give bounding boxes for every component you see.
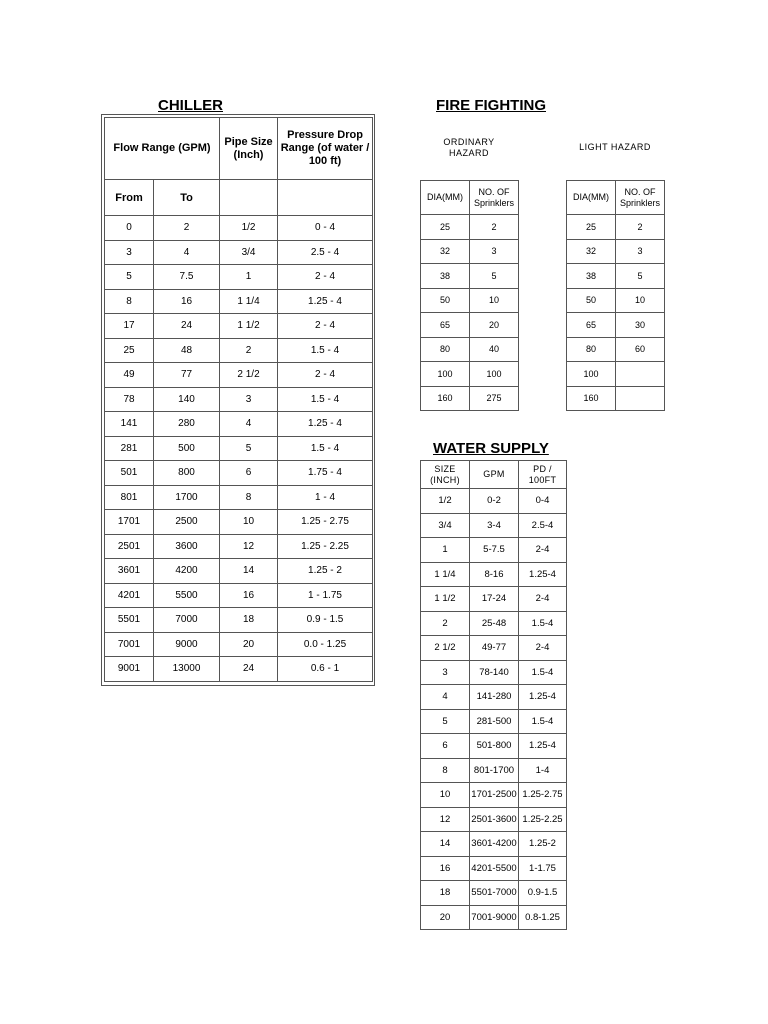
table-row	[421, 562, 567, 587]
table-cell: 1	[421, 538, 470, 563]
table-row	[567, 264, 665, 289]
table-cell: 3601	[105, 559, 154, 584]
table-cell: 2	[154, 216, 220, 241]
table-row	[105, 387, 373, 412]
table-cell: 1 1/2	[421, 587, 470, 612]
table-row	[421, 783, 567, 808]
table-cell: 38	[421, 264, 470, 289]
table-cell: 3/4	[220, 240, 278, 265]
pipe-size-header: Pipe Size (Inch)	[220, 118, 278, 180]
table-row	[421, 386, 519, 411]
table-cell: 2501-3600	[470, 807, 519, 832]
to-header: To	[154, 180, 220, 216]
table-row	[421, 337, 519, 362]
table-cell: 3/4	[421, 513, 470, 538]
table-cell: 20	[470, 313, 519, 338]
table-row	[421, 513, 567, 538]
table-row	[421, 288, 519, 313]
table-row	[567, 362, 665, 387]
table-cell: 3	[105, 240, 154, 265]
table-cell: 800	[154, 461, 220, 486]
table-cell: 0.9 - 1.5	[278, 608, 373, 633]
table-row	[567, 288, 665, 313]
table-row	[421, 807, 567, 832]
table-cell: 25	[421, 215, 470, 240]
table-cell: 1700	[154, 485, 220, 510]
table-cell: 1.5-4	[519, 611, 567, 636]
table-cell: 40	[470, 337, 519, 362]
table-row	[567, 337, 665, 362]
table-cell: 3	[470, 239, 519, 264]
table-cell: 2-4	[519, 587, 567, 612]
table-cell: 25-48	[470, 611, 519, 636]
table-cell: 25	[105, 338, 154, 363]
table-row	[105, 216, 373, 241]
table-cell: 1 1/2	[220, 314, 278, 339]
table-cell: 80	[421, 337, 470, 362]
ordinary-hazard-table	[420, 180, 519, 411]
table-cell: 0.6 - 1	[278, 657, 373, 682]
table-cell: 141	[105, 412, 154, 437]
table-cell: 1/2	[220, 216, 278, 241]
table-row	[421, 215, 519, 240]
table-cell: 7.5	[154, 265, 220, 290]
table-cell: 2501	[105, 534, 154, 559]
table-cell: 14	[220, 559, 278, 584]
table-row	[421, 881, 567, 906]
table-cell: 1 - 1.75	[278, 583, 373, 608]
table-cell: 60	[616, 337, 665, 362]
table-cell: 1 1/4	[220, 289, 278, 314]
chiller-title: CHILLER	[158, 97, 223, 114]
table-cell: 2	[220, 338, 278, 363]
table-cell: 2	[421, 611, 470, 636]
table-cell: 2 1/2	[421, 636, 470, 661]
table-cell: 3-4	[470, 513, 519, 538]
table-cell: 12	[220, 534, 278, 559]
table-cell: 18	[421, 881, 470, 906]
table-cell: 1.25-2	[519, 832, 567, 857]
table-cell: 1701-2500	[470, 783, 519, 808]
table-cell: 48	[154, 338, 220, 363]
table-cell: 0-2	[470, 489, 519, 514]
dia-header: DIA(MM)	[421, 181, 470, 215]
table-cell: 17-24	[470, 587, 519, 612]
table-cell: 5	[470, 264, 519, 289]
table-row	[105, 314, 373, 339]
table-cell: 5	[616, 264, 665, 289]
table-row	[421, 758, 567, 783]
table-cell: 5	[220, 436, 278, 461]
table-row	[421, 362, 519, 387]
table-cell	[616, 362, 665, 387]
table-cell: 5	[105, 265, 154, 290]
table-cell: 77	[154, 363, 220, 388]
table-row	[421, 313, 519, 338]
fire-fighting-title: FIRE FIGHTING	[436, 97, 546, 114]
table-cell: 6	[421, 734, 470, 759]
table-cell: 1-1.75	[519, 856, 567, 881]
table-row	[567, 313, 665, 338]
table-cell: 16	[421, 856, 470, 881]
water-supply-table	[420, 460, 567, 930]
sprinklers-header: NO. OF Sprinklers	[470, 181, 519, 215]
table-cell: 2 1/2	[220, 363, 278, 388]
table-cell: 32	[421, 239, 470, 264]
table-row	[421, 685, 567, 710]
table-row	[105, 583, 373, 608]
light-hazard-label: LIGHT HAZARD	[579, 142, 651, 152]
table-cell: 5501-7000	[470, 881, 519, 906]
table-cell	[616, 386, 665, 411]
table-cell: 78	[105, 387, 154, 412]
table-cell: 4201	[105, 583, 154, 608]
table-cell: 24	[154, 314, 220, 339]
table-cell: 1.25 - 2.25	[278, 534, 373, 559]
table-row	[567, 239, 665, 264]
table-cell: 2-4	[519, 538, 567, 563]
table-cell: 30	[616, 313, 665, 338]
table-row	[105, 534, 373, 559]
table-cell: 24	[220, 657, 278, 682]
table-row	[421, 734, 567, 759]
table-cell: 25	[567, 215, 616, 240]
table-cell: 160	[567, 386, 616, 411]
table-row	[421, 538, 567, 563]
table-row	[421, 856, 567, 881]
table-cell: 78-140	[470, 660, 519, 685]
table-cell: 16	[154, 289, 220, 314]
ordinary-hazard-label: ORDINARY HAZARD	[443, 137, 495, 158]
table-cell: 9001	[105, 657, 154, 682]
table-cell: 4200	[154, 559, 220, 584]
table-cell: 1.5 - 4	[278, 338, 373, 363]
table-cell: 501-800	[470, 734, 519, 759]
pd-header: PD / 100FT	[519, 461, 567, 489]
chiller-rows	[105, 216, 373, 682]
table-cell: 2 - 4	[278, 265, 373, 290]
table-row	[105, 338, 373, 363]
table-cell: 2.5-4	[519, 513, 567, 538]
table-row	[421, 832, 567, 857]
table-cell: 1.25 - 4	[278, 289, 373, 314]
water-supply-rows	[421, 489, 567, 930]
table-cell: 140	[154, 387, 220, 412]
table-row	[105, 240, 373, 265]
table-row	[421, 239, 519, 264]
table-row	[105, 510, 373, 535]
table-row	[105, 657, 373, 682]
table-cell: 9000	[154, 632, 220, 657]
table-cell: 1.25-2.25	[519, 807, 567, 832]
table-cell: 1.75 - 4	[278, 461, 373, 486]
table-cell: 0.8-1.25	[519, 905, 567, 930]
table-cell: 5	[421, 709, 470, 734]
table-cell: 1.25-2.75	[519, 783, 567, 808]
table-cell: 0.9-1.5	[519, 881, 567, 906]
pressure-drop-header: Pressure Drop Range (of water / 100 ft)	[278, 118, 373, 180]
table-cell: 13000	[154, 657, 220, 682]
table-cell: 8	[105, 289, 154, 314]
table-cell: 17	[105, 314, 154, 339]
table-row	[105, 485, 373, 510]
table-cell: 18	[220, 608, 278, 633]
table-cell: 32	[567, 239, 616, 264]
table-cell: 2 - 4	[278, 363, 373, 388]
dia-header: DIA(MM)	[567, 181, 616, 215]
table-cell: 3600	[154, 534, 220, 559]
table-cell: 1.5-4	[519, 709, 567, 734]
table-cell: 801	[105, 485, 154, 510]
ordinary-hazard-rows	[421, 215, 519, 411]
table-cell: 801-1700	[470, 758, 519, 783]
table-cell: 20	[421, 905, 470, 930]
table-cell: 1.5-4	[519, 660, 567, 685]
table-cell: 50	[567, 288, 616, 313]
table-row	[567, 386, 665, 411]
table-cell: 4	[220, 412, 278, 437]
table-cell: 2-4	[519, 636, 567, 661]
table-cell: 100	[470, 362, 519, 387]
table-cell: 0-4	[519, 489, 567, 514]
table-row	[421, 611, 567, 636]
table-cell: 501	[105, 461, 154, 486]
table-cell: 281	[105, 436, 154, 461]
chiller-table	[104, 117, 373, 682]
from-header: From	[105, 180, 154, 216]
table-cell: 8	[421, 758, 470, 783]
table-row	[105, 461, 373, 486]
table-cell: 50	[421, 288, 470, 313]
table-row	[421, 264, 519, 289]
table-cell: 1.25-4	[519, 734, 567, 759]
gpm-header: GPM	[470, 461, 519, 489]
table-row	[105, 363, 373, 388]
table-cell: 1/2	[421, 489, 470, 514]
table-cell: 16	[220, 583, 278, 608]
light-hazard-table	[566, 180, 665, 411]
table-cell: 1.25-4	[519, 562, 567, 587]
table-cell: 280	[154, 412, 220, 437]
table-cell: 0	[105, 216, 154, 241]
table-cell: 20	[220, 632, 278, 657]
table-cell: 5501	[105, 608, 154, 633]
table-row	[421, 660, 567, 685]
table-cell: 65	[567, 313, 616, 338]
table-cell: 10	[220, 510, 278, 535]
table-row	[105, 632, 373, 657]
table-row	[567, 215, 665, 240]
table-cell: 1-4	[519, 758, 567, 783]
table-cell: 49	[105, 363, 154, 388]
table-row	[105, 436, 373, 461]
table-cell: 3601-4200	[470, 832, 519, 857]
table-cell: 10	[616, 288, 665, 313]
flow-range-header: Flow Range (GPM)	[105, 118, 220, 180]
table-row	[421, 709, 567, 734]
table-row	[421, 636, 567, 661]
table-cell: 1 1/4	[421, 562, 470, 587]
table-cell: 1.25-4	[519, 685, 567, 710]
table-row	[105, 559, 373, 584]
table-cell: 1.5 - 4	[278, 387, 373, 412]
table-cell: 1	[220, 265, 278, 290]
table-cell: 1.25 - 2.75	[278, 510, 373, 535]
table-cell: 5-7.5	[470, 538, 519, 563]
table-cell: 4	[154, 240, 220, 265]
table-cell: 7001-9000	[470, 905, 519, 930]
table-cell: 1.25 - 4	[278, 412, 373, 437]
table-cell: 8-16	[470, 562, 519, 587]
table-cell: 14	[421, 832, 470, 857]
table-cell: 2 - 4	[278, 314, 373, 339]
table-row	[105, 265, 373, 290]
table-row	[105, 412, 373, 437]
table-cell: 5500	[154, 583, 220, 608]
water-supply-title: WATER SUPPLY	[433, 440, 549, 457]
table-cell: 7001	[105, 632, 154, 657]
table-cell: 10	[421, 783, 470, 808]
table-row	[421, 905, 567, 930]
empty-header-cell	[220, 180, 278, 216]
table-cell: 1 - 4	[278, 485, 373, 510]
table-cell: 160	[421, 386, 470, 411]
table-cell: 4	[421, 685, 470, 710]
light-hazard-rows	[567, 215, 665, 411]
empty-header-cell	[278, 180, 373, 216]
table-cell: 0 - 4	[278, 216, 373, 241]
table-cell: 65	[421, 313, 470, 338]
table-cell: 100	[421, 362, 470, 387]
table-cell: 1.5 - 4	[278, 436, 373, 461]
table-row	[105, 608, 373, 633]
table-cell: 6	[220, 461, 278, 486]
table-cell: 500	[154, 436, 220, 461]
table-cell: 141-280	[470, 685, 519, 710]
table-cell: 8	[220, 485, 278, 510]
table-cell: 2.5 - 4	[278, 240, 373, 265]
table-cell: 2	[616, 215, 665, 240]
table-cell: 1.25 - 2	[278, 559, 373, 584]
table-cell: 100	[567, 362, 616, 387]
table-cell: 1701	[105, 510, 154, 535]
table-cell: 49-77	[470, 636, 519, 661]
table-cell: 2	[470, 215, 519, 240]
table-cell: 80	[567, 337, 616, 362]
table-cell: 281-500	[470, 709, 519, 734]
table-row	[421, 587, 567, 612]
table-cell: 7000	[154, 608, 220, 633]
table-cell: 3	[220, 387, 278, 412]
table-cell: 4201-5500	[470, 856, 519, 881]
table-row	[105, 289, 373, 314]
table-cell: 10	[470, 288, 519, 313]
table-cell: 275	[470, 386, 519, 411]
size-header: SIZE (INCH)	[421, 461, 470, 489]
table-row	[421, 489, 567, 514]
table-cell: 38	[567, 264, 616, 289]
table-cell: 3	[421, 660, 470, 685]
table-cell: 12	[421, 807, 470, 832]
table-cell: 0.0 - 1.25	[278, 632, 373, 657]
table-cell: 2500	[154, 510, 220, 535]
sprinklers-header: NO. OF Sprinklers	[616, 181, 665, 215]
table-cell: 3	[616, 239, 665, 264]
